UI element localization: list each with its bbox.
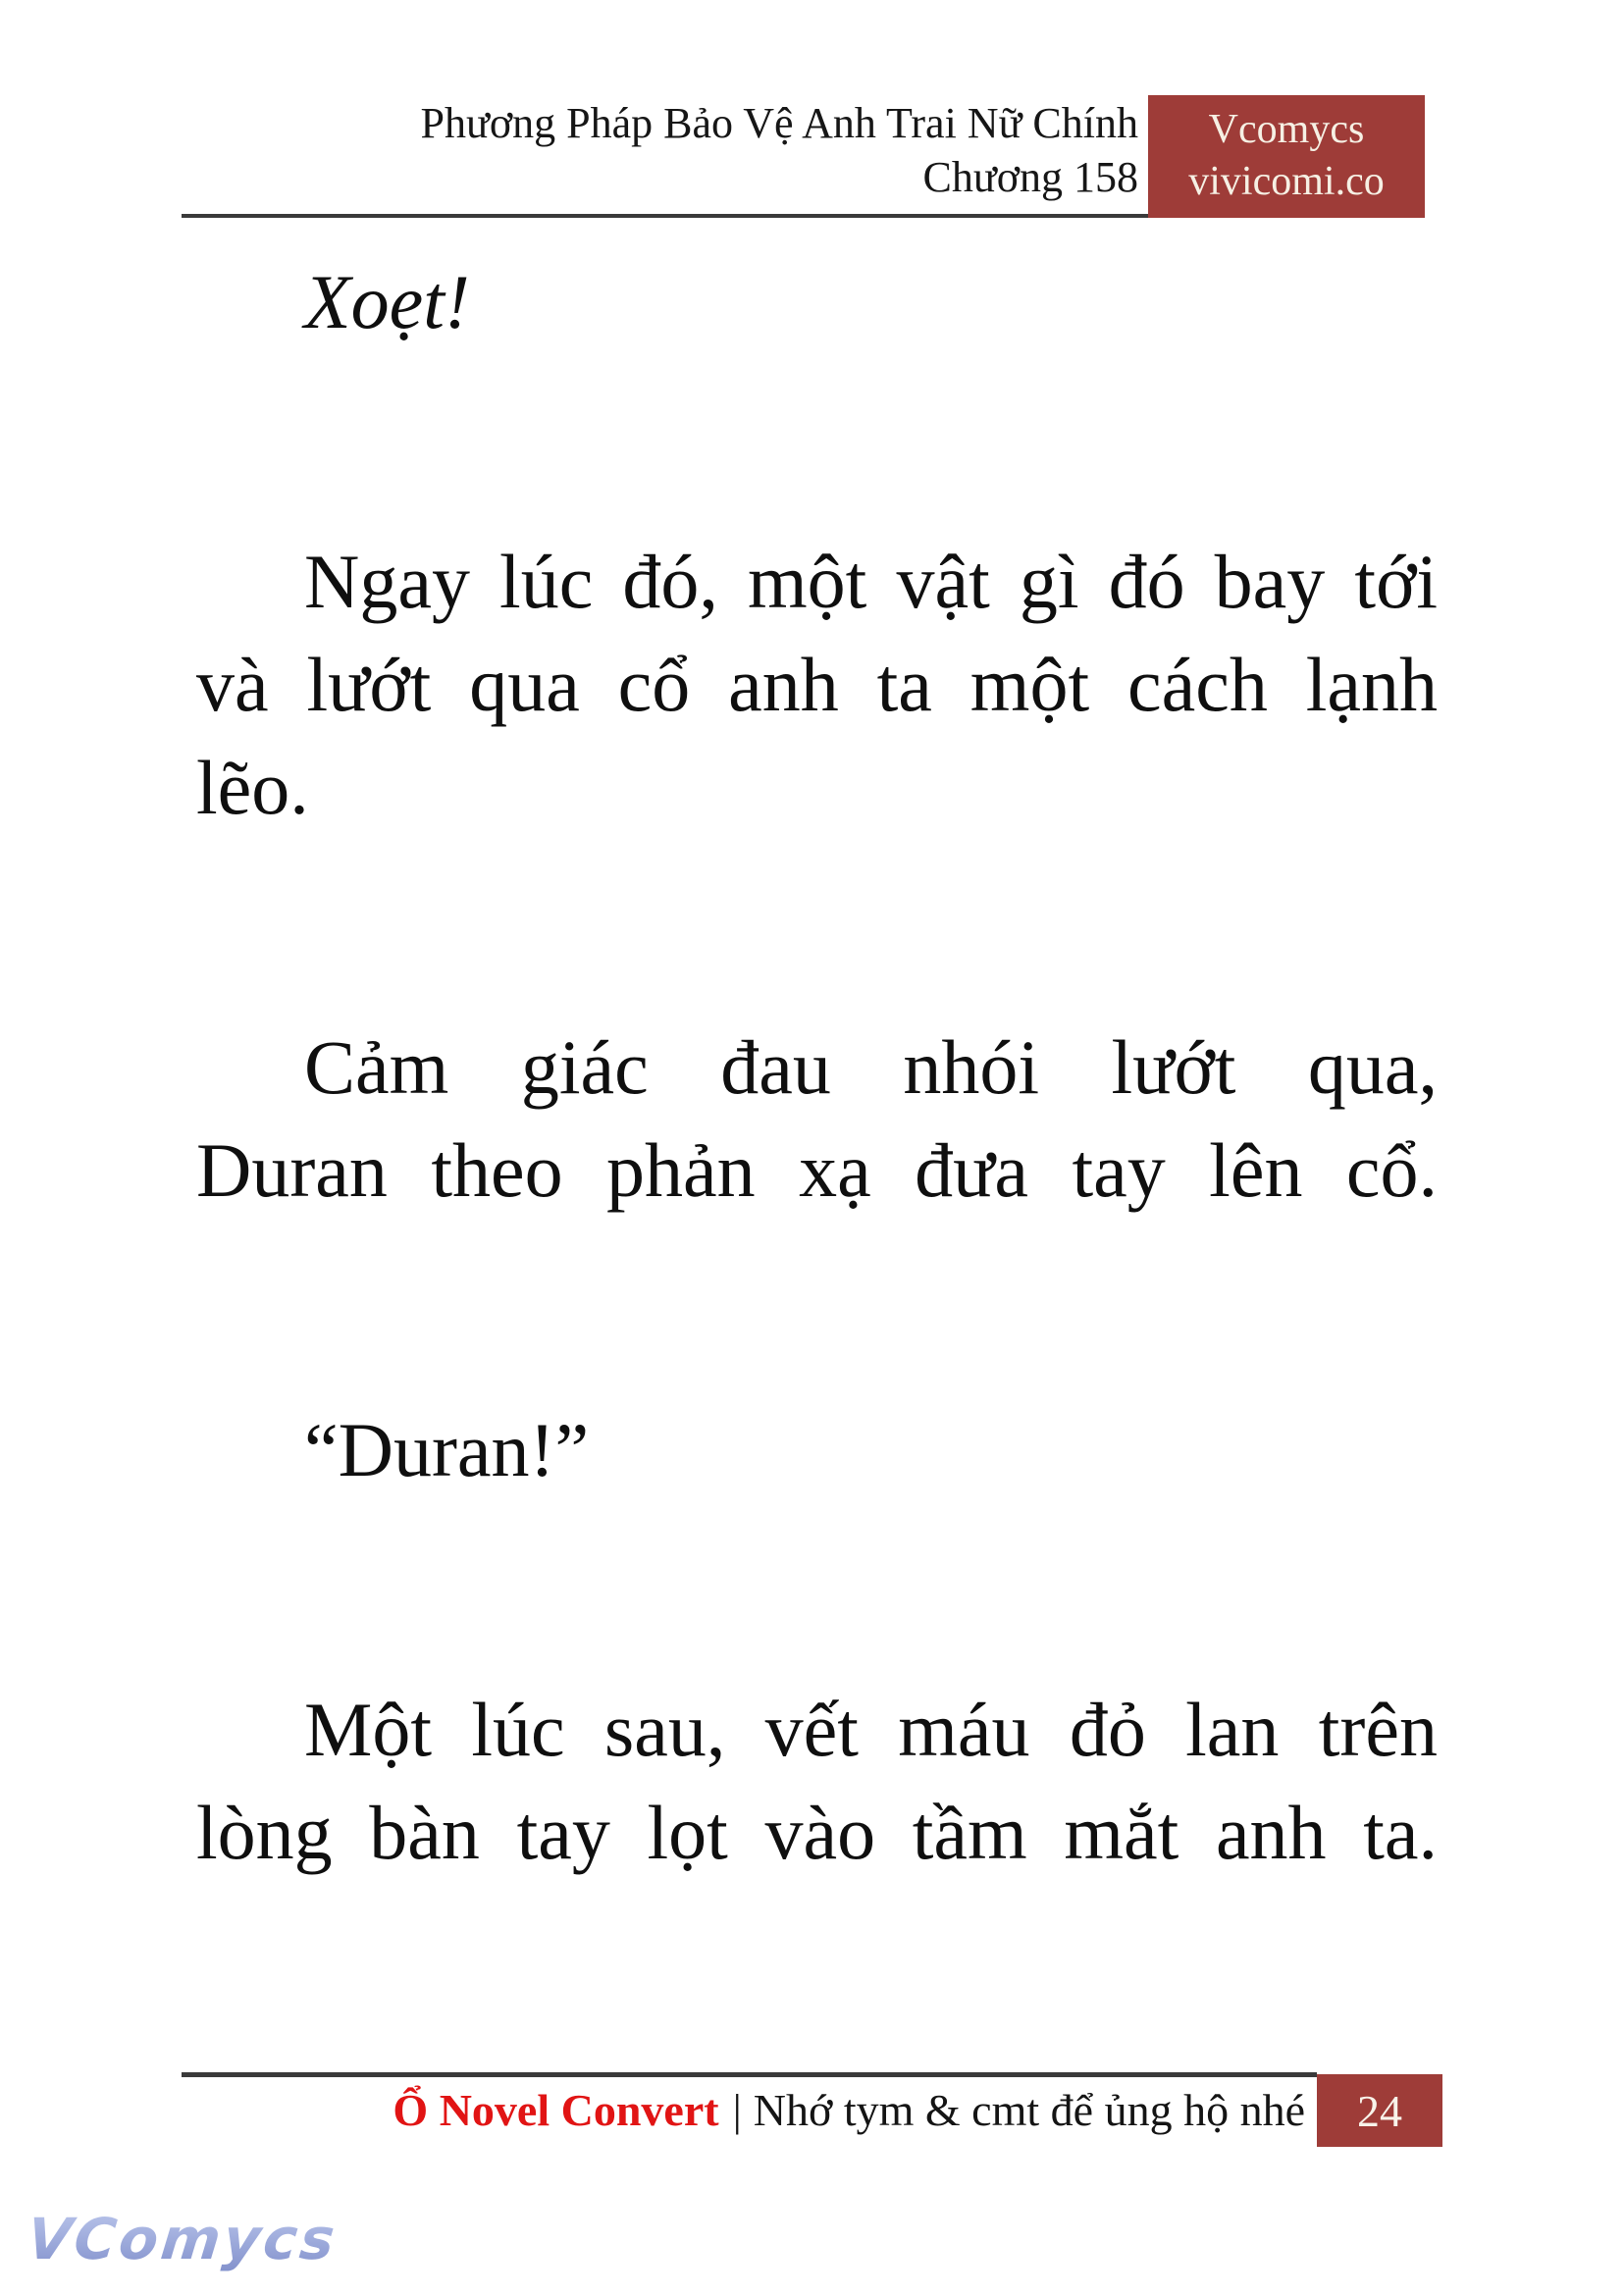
chapter-label: Chương 158 [922, 153, 1138, 201]
vcomycs-watermark-logo: VComycs [24, 2206, 341, 2272]
translator-badge [1148, 95, 1425, 218]
paragraph [196, 1398, 1438, 1501]
text-line: lẽo. [196, 745, 309, 830]
page-header [421, 96, 1138, 204]
text-line: Duran theo phản xạ đưa tay lên cổ. [196, 1127, 1438, 1213]
translator-badge-site: vivicomi.co [1188, 159, 1385, 204]
footer-separator: | [732, 2085, 742, 2135]
footer-note: Nhớ tym & cmt để ủng hộ nhé [753, 2085, 1305, 2135]
text-line: lòng bàn tay lọt vào tầm mắt anh ta. [196, 1790, 1438, 1875]
footer-brand: Ổ Novel Convert [393, 2085, 719, 2135]
series-title: Phương Pháp Bảo Vệ Anh Trai Nữ Chính [420, 99, 1138, 147]
text-line: Ngay lúc đó, một vật gì đó bay tới [304, 539, 1438, 624]
page-number-badge [1317, 2074, 1442, 2147]
translator-badge-name: Vcomycs [1208, 107, 1365, 152]
text-line: Xoẹt! [304, 259, 470, 344]
paragraph [196, 530, 1438, 839]
footer-credit [393, 2081, 1305, 2140]
text-line: Cảm giác đau nhói lướt qua, [304, 1024, 1438, 1110]
text-line: Một lúc sau, vết máu đỏ lan trên [304, 1687, 1438, 1772]
text-line: và lướt qua cổ anh ta một cách lạnh [196, 642, 1438, 727]
page-number: 24 [1357, 2085, 1402, 2136]
header-divider [182, 214, 1148, 218]
text-line: “Duran!” [304, 1407, 590, 1492]
paragraph [196, 250, 1438, 353]
paragraph [196, 1016, 1438, 1222]
paragraph [196, 1678, 1438, 1884]
chapter-text [196, 250, 1438, 2060]
footer-divider [182, 2072, 1317, 2077]
